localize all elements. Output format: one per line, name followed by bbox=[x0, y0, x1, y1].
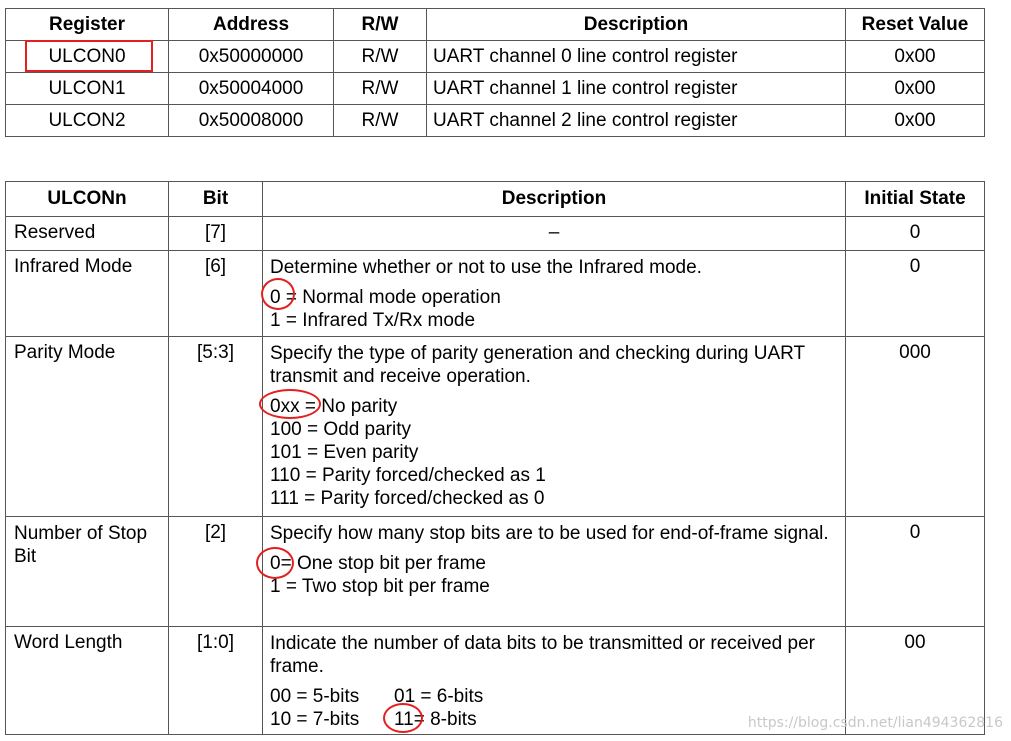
register-rw: R/W bbox=[334, 73, 427, 105]
col-rw-header: R/W bbox=[334, 9, 427, 41]
watermark: https://blog.csdn.net/lian494362816 bbox=[747, 715, 1003, 731]
register-description: UART channel 0 line control register bbox=[427, 41, 846, 73]
circled-value bbox=[270, 395, 300, 418]
table-row bbox=[6, 41, 985, 73]
table-row bbox=[6, 217, 985, 251]
option-value: 11 bbox=[394, 709, 414, 730]
option-line bbox=[270, 552, 837, 575]
field-initial: 00 bbox=[846, 627, 985, 735]
register-reset: 0x00 bbox=[846, 105, 985, 137]
field-initial: 000 bbox=[846, 337, 985, 517]
col-description-header: Description bbox=[427, 9, 846, 41]
table-row bbox=[6, 251, 985, 337]
description-intro: Specify the type of parity generation and checking during UART transmit and receive operation. bbox=[270, 343, 805, 387]
option-value: 0 bbox=[270, 553, 281, 574]
field-bit: [5:3] bbox=[169, 337, 263, 517]
register-table-header bbox=[6, 9, 985, 41]
field-bit: [1:0] bbox=[169, 627, 263, 735]
option-value: 0 bbox=[270, 287, 281, 308]
bit-table-header bbox=[6, 182, 985, 217]
col-description-header: Description bbox=[263, 182, 846, 217]
register-reset: 0x00 bbox=[846, 73, 985, 105]
register-name: ULCON1 bbox=[6, 73, 169, 105]
register-description: UART channel 2 line control register bbox=[427, 105, 846, 137]
option-text: = Normal mode operation bbox=[280, 287, 501, 308]
register-table bbox=[5, 8, 985, 137]
register-rw: R/W bbox=[334, 41, 427, 73]
register-reset: 0x00 bbox=[846, 41, 985, 73]
option-text: 01 = 6-bits bbox=[394, 686, 484, 707]
register-name: ULCON0 bbox=[6, 41, 169, 73]
option-line: 100 = Odd parity bbox=[270, 419, 412, 440]
field-name: Reserved bbox=[6, 217, 169, 251]
field-initial: 0 bbox=[846, 517, 985, 627]
col-ulconn-header: ULCONn bbox=[6, 182, 169, 217]
circled-value bbox=[394, 708, 414, 731]
field-description bbox=[263, 251, 846, 337]
col-initial-header: Initial State bbox=[846, 182, 985, 217]
table-row bbox=[6, 517, 985, 627]
field-bit: [6] bbox=[169, 251, 263, 337]
option-line bbox=[270, 395, 837, 418]
field-bit: [2] bbox=[169, 517, 263, 627]
field-description: – bbox=[263, 217, 846, 251]
register-address: 0x50004000 bbox=[169, 73, 334, 105]
col-register-header: Register bbox=[6, 9, 169, 41]
option-text: 00 = 5-bits bbox=[270, 686, 360, 707]
field-name: Infrared Mode bbox=[6, 251, 169, 337]
table-row bbox=[6, 337, 985, 517]
option-line: 101 = Even parity bbox=[270, 442, 419, 463]
option-line bbox=[270, 286, 837, 309]
option-line: 1 = Infrared Tx/Rx mode bbox=[270, 310, 476, 331]
description-intro: Specify how many stop bits are to be used for end-of-frame signal. bbox=[270, 523, 829, 544]
field-name: Word Length bbox=[6, 627, 169, 735]
col-bit-header: Bit bbox=[169, 182, 263, 217]
col-reset-header: Reset Value bbox=[846, 9, 985, 41]
field-name bbox=[6, 517, 169, 627]
option-value: 0xx bbox=[270, 396, 300, 417]
register-address: 0x50008000 bbox=[169, 105, 334, 137]
field-bit: [7] bbox=[169, 217, 263, 251]
table-row bbox=[6, 73, 985, 105]
table-row bbox=[6, 105, 985, 137]
description-intro: Indicate the number of data bits to be transmitted or received per frame. bbox=[270, 633, 815, 677]
field-initial: 0 bbox=[846, 217, 985, 251]
register-address: 0x50000000 bbox=[169, 41, 334, 73]
field-name: Parity Mode bbox=[6, 337, 169, 517]
field-name-text: Number of Stop Bit bbox=[14, 523, 148, 567]
option-line: 111 = Parity forced/checked as 0 bbox=[270, 488, 545, 509]
description-intro: Determine whether or not to use the Infrared mode. bbox=[270, 257, 702, 278]
option-line bbox=[270, 685, 837, 708]
option-text: 10 = 7-bits bbox=[270, 709, 360, 730]
option-line: 1 = Two stop bit per frame bbox=[270, 576, 490, 597]
option-text: = 8-bits bbox=[413, 709, 477, 730]
register-description: UART channel 1 line control register bbox=[427, 73, 846, 105]
field-description bbox=[263, 517, 846, 627]
option-text: = No parity bbox=[299, 396, 398, 417]
option-line: 110 = Parity forced/checked as 1 bbox=[270, 465, 546, 486]
register-rw: R/W bbox=[334, 105, 427, 137]
field-initial: 0 bbox=[846, 251, 985, 337]
option-text: = One stop bit per frame bbox=[280, 553, 486, 574]
col-address-header: Address bbox=[169, 9, 334, 41]
register-name: ULCON2 bbox=[6, 105, 169, 137]
field-description bbox=[263, 337, 846, 517]
circled-value bbox=[270, 286, 281, 309]
circled-value bbox=[270, 552, 281, 575]
bit-field-table bbox=[5, 181, 985, 735]
